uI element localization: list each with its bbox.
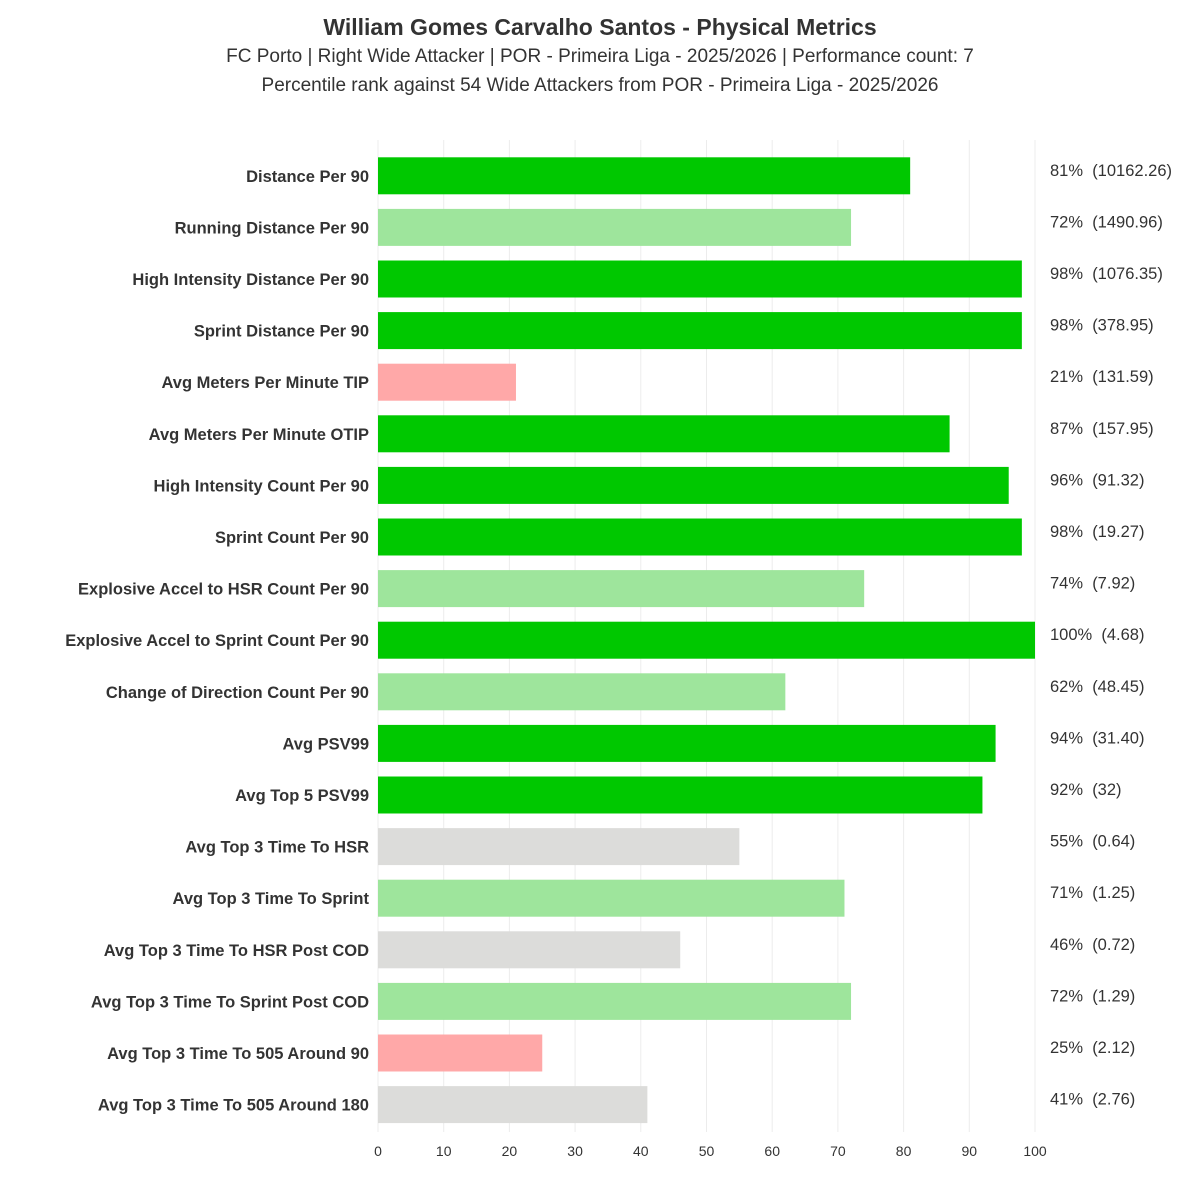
value-label: 41% (2.76)	[1050, 1090, 1136, 1109]
chart-subtitle-line1: FC Porto | Right Wide Attacker | POR - Primeira Liga - 2025/2026 | Performance count: 7	[226, 46, 974, 67]
bar	[378, 519, 1022, 556]
value-label: 72% (1.29)	[1050, 987, 1136, 1006]
x-tick-label: 100	[1023, 1143, 1047, 1159]
bar	[378, 983, 851, 1020]
bar	[378, 1086, 647, 1123]
value-label: 100% (4.68)	[1050, 626, 1145, 645]
bar	[378, 364, 516, 401]
value-label: 21% (131.59)	[1050, 368, 1154, 387]
x-tick-label: 50	[698, 1143, 715, 1159]
category-label: Sprint Count Per 90	[214, 529, 369, 547]
value-label: 92% (32)	[1050, 781, 1122, 799]
bar	[378, 880, 844, 917]
bar	[378, 570, 864, 607]
category-label: Avg Top 3 Time To HSR	[185, 838, 369, 857]
category-label: Avg Top 3 Time To 505 Around 90	[107, 1045, 369, 1063]
category-label: Avg Meters Per Minute TIP	[161, 374, 369, 393]
bar	[378, 467, 1009, 504]
x-tick-label: 0	[374, 1143, 382, 1159]
category-label: Avg Top 3 Time To Sprint	[172, 890, 369, 909]
bar	[378, 777, 982, 814]
category-label: Running Distance Per 90	[174, 219, 369, 238]
value-label: 98% (1076.35)	[1050, 265, 1163, 283]
value-label: 55% (0.64)	[1050, 832, 1136, 851]
value-label: 98% (19.27)	[1050, 523, 1145, 541]
value-labels	[1050, 162, 1172, 1109]
value-label: 98% (378.95)	[1050, 316, 1154, 335]
x-tick-label: 30	[567, 1143, 583, 1159]
category-label: Avg Meters Per Minute OTIP	[148, 425, 369, 444]
bar	[378, 312, 1022, 349]
value-label: 62% (48.45)	[1050, 677, 1145, 696]
value-label: 87% (157.95)	[1050, 419, 1154, 438]
x-tick-label: 40	[633, 1143, 649, 1159]
category-label: Explosive Accel to Sprint Count Per 90	[65, 632, 369, 651]
bar	[378, 261, 1022, 298]
bar	[378, 622, 1035, 659]
bar	[378, 1035, 542, 1072]
bar	[378, 931, 680, 968]
value-label: 25% (2.12)	[1050, 1039, 1136, 1057]
bar	[378, 725, 996, 762]
value-label: 71% (1.25)	[1050, 884, 1136, 903]
x-tick-label: 90	[961, 1143, 978, 1159]
value-label: 96% (91.32)	[1050, 471, 1145, 490]
category-label: Explosive Accel to HSR Count Per 90	[78, 580, 369, 599]
bar	[378, 828, 739, 865]
bar	[378, 415, 950, 452]
value-label: 94% (31.40)	[1050, 729, 1145, 748]
x-tick-label: 70	[830, 1143, 846, 1159]
value-label: 46% (0.72)	[1050, 935, 1136, 954]
x-tick-label: 80	[895, 1143, 912, 1159]
category-label: Avg Top 3 Time To HSR Post COD	[103, 941, 369, 960]
category-label: Change of Direction Count Per 90	[105, 683, 369, 702]
x-tick-label: 60	[764, 1143, 780, 1159]
value-label: 72% (1490.96)	[1050, 213, 1163, 232]
x-tick-label: 10	[435, 1143, 452, 1159]
bar	[378, 209, 851, 246]
category-label: Distance Per 90	[246, 167, 369, 186]
category-label: High Intensity Count Per 90	[153, 477, 369, 496]
category-label: Sprint Distance Per 90	[193, 322, 369, 341]
category-label: Avg Top 3 Time To 505 Around 180	[97, 1096, 369, 1115]
category-label: Avg Top 5 PSV99	[235, 787, 369, 805]
value-label: 81% (10162.26)	[1050, 161, 1173, 180]
category-label: High Intensity Distance Per 90	[132, 271, 369, 289]
bar	[378, 157, 910, 194]
category-label: Avg PSV99	[282, 735, 369, 754]
value-label: 74% (7.92)	[1050, 574, 1136, 593]
bar	[378, 673, 785, 710]
x-axis-ticks	[374, 1143, 1047, 1159]
category-label: Avg Top 3 Time To Sprint Post COD	[90, 993, 369, 1012]
x-tick-label: 20	[501, 1143, 518, 1159]
chart-title: William Gomes Carvalho Santos - Physical Metrics	[323, 14, 877, 40]
category-labels	[65, 168, 369, 1115]
chart-subtitle-line2: Percentile rank against 54 Wide Attackers from POR - Primeira Liga - 2025/2026	[261, 75, 939, 96]
